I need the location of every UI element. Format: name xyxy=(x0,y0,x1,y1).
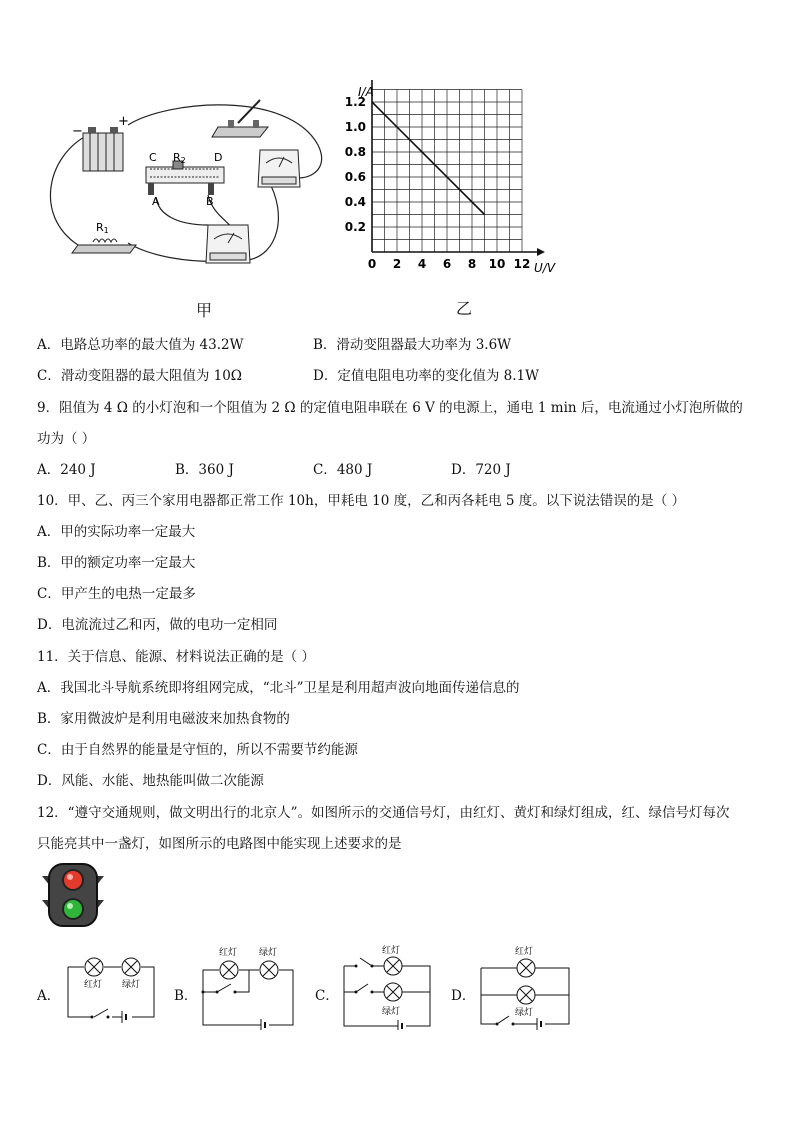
y-tick-label: 1.2 xyxy=(344,95,366,109)
voltmeter-icon xyxy=(258,150,300,187)
y-tick-label: 1.0 xyxy=(344,120,366,134)
x-tick-label: 6 xyxy=(442,257,452,271)
resistor-r1-icon xyxy=(72,239,136,253)
q12-option-d-label: D． xyxy=(451,988,476,1004)
q12-stem-line2: 只能亮其中一盏灯，如图所示的电路图中能实现上述要求的是 xyxy=(37,836,402,852)
q9-option-d: D．720 J xyxy=(451,462,511,478)
circuit-diagram-c xyxy=(338,940,443,1030)
q12-option-a-label: A． xyxy=(37,988,61,1004)
graph-axes xyxy=(368,80,545,256)
y-axis-label: I/A xyxy=(358,85,374,99)
x-tick-label: 10 xyxy=(488,257,506,271)
ammeter-icon xyxy=(206,225,250,263)
battery-minus-label: − xyxy=(72,124,83,139)
circuit-b-green-label: 绿灯 xyxy=(259,948,278,958)
q9-option-b: B．360 J xyxy=(175,462,234,478)
rheostat-icon xyxy=(146,161,224,195)
q11-stem: 11．关于信息、能源、材料说法正确的是（ ） xyxy=(37,649,315,665)
x-tick-label: 4 xyxy=(417,257,427,271)
circuit-d-red-label: 红灯 xyxy=(515,947,534,957)
graph-grid xyxy=(372,90,522,253)
x-axis-label: U/V xyxy=(534,261,556,275)
q11-option-a: A．我国北斗导航系统即将组网完成，“北斗”卫星是利用超声波向地面传递信息的 xyxy=(37,680,520,696)
q8-option-d: D．定值电阻电功率的变化值为 8.1W xyxy=(313,368,539,384)
circuit-diagram-a xyxy=(60,945,160,1025)
q9-stem-line1: 9．阻值为 4 Ω 的小灯泡和一个阻值为 2 Ω 的定值电阻串联在 6 V 的电源上，通电 1 min 后，电流通过小灯泡所做的 xyxy=(37,400,743,416)
y-tick-label: 0.6 xyxy=(344,170,366,184)
q9-option-c: C．480 J xyxy=(313,462,373,478)
rheostat-r2-label: R2 xyxy=(173,151,186,165)
iu-graph xyxy=(340,80,570,280)
q10-option-b: B．甲的额定功率一定最大 xyxy=(37,555,196,571)
q10-option-d: D．电流流过乙和丙，做的电功一定相同 xyxy=(37,617,278,633)
resistor-r1-label: R1 xyxy=(96,221,109,235)
y-tick-label: 0.8 xyxy=(344,145,366,159)
circuit-c-red-label: 红灯 xyxy=(382,946,401,956)
q10-option-a: A．甲的实际功率一定最大 xyxy=(37,524,196,540)
q12-stem-line1: 12．“遵守交通规则，做文明出行的北京人”。如图所示的交通信号灯，由红灯、黄灯和绿灯组成，红、绿信号灯每次 xyxy=(37,805,730,821)
x-tick-label: 12 xyxy=(513,257,531,271)
battery-icon xyxy=(83,127,123,171)
q8-option-b: B．滑动变阻器最大功率为 3.6W xyxy=(313,337,512,353)
x-axis-arrow xyxy=(537,248,545,256)
circuit-d-green-label: 绿灯 xyxy=(515,1008,534,1018)
rheostat-c-label: C xyxy=(149,151,157,164)
q12-option-c-label: C． xyxy=(315,988,339,1004)
q10-stem: 10．甲、乙、丙三个家用电器都正常工作 10h，甲耗电 10 度，乙和丙各耗电 5 度。以下说法错误的是（ ） xyxy=(37,493,686,509)
x-tick-label: 0 xyxy=(367,257,377,271)
circuit-diagram-d xyxy=(475,940,580,1030)
circuit-b-red-label: 红灯 xyxy=(219,948,238,958)
x-tick-label: 8 xyxy=(467,257,477,271)
circuit-c-green-label: 绿灯 xyxy=(382,1007,401,1017)
traffic-light-icon xyxy=(40,862,106,928)
y-tick-label: 0.4 xyxy=(344,195,366,209)
q9-stem-line2: 功为（ ） xyxy=(37,431,96,447)
iu-series-line xyxy=(372,102,485,215)
q9-option-a: A．240 J xyxy=(37,462,96,478)
q8-option-c: C．滑动变阻器的最大阻值为 10Ω xyxy=(37,368,242,384)
rheostat-a-label: A xyxy=(152,195,160,208)
q11-option-c: C．由于自然界的能量是守恒的，所以不需要节约能源 xyxy=(37,742,358,758)
circuit-a-red-label: 红灯 xyxy=(84,980,103,990)
rheostat-d-label: D xyxy=(214,151,223,164)
battery-plus-label: + xyxy=(118,114,129,129)
figure-yi-caption: 乙 xyxy=(456,299,473,318)
q11-option-d: D．风能、水能、地热能叫做二次能源 xyxy=(37,773,264,789)
x-tick-label: 2 xyxy=(392,257,402,271)
circuit-a-green-label: 绿灯 xyxy=(122,980,141,990)
q11-option-b: B．家用微波炉是利用电磁波来加热食物的 xyxy=(37,711,290,727)
rheostat-b-label: B xyxy=(206,195,214,208)
q10-option-c: C．甲产生的电热一定最多 xyxy=(37,586,196,602)
figure-jia-caption: 甲 xyxy=(196,301,213,320)
q12-option-b-label: B． xyxy=(174,988,198,1004)
circuit-diagram-b xyxy=(195,940,300,1030)
q8-option-a: A．电路总功率的最大值为 43.2W xyxy=(37,337,244,353)
y-tick-label: 0.2 xyxy=(344,220,366,234)
circuit-figure-jia xyxy=(38,95,328,270)
